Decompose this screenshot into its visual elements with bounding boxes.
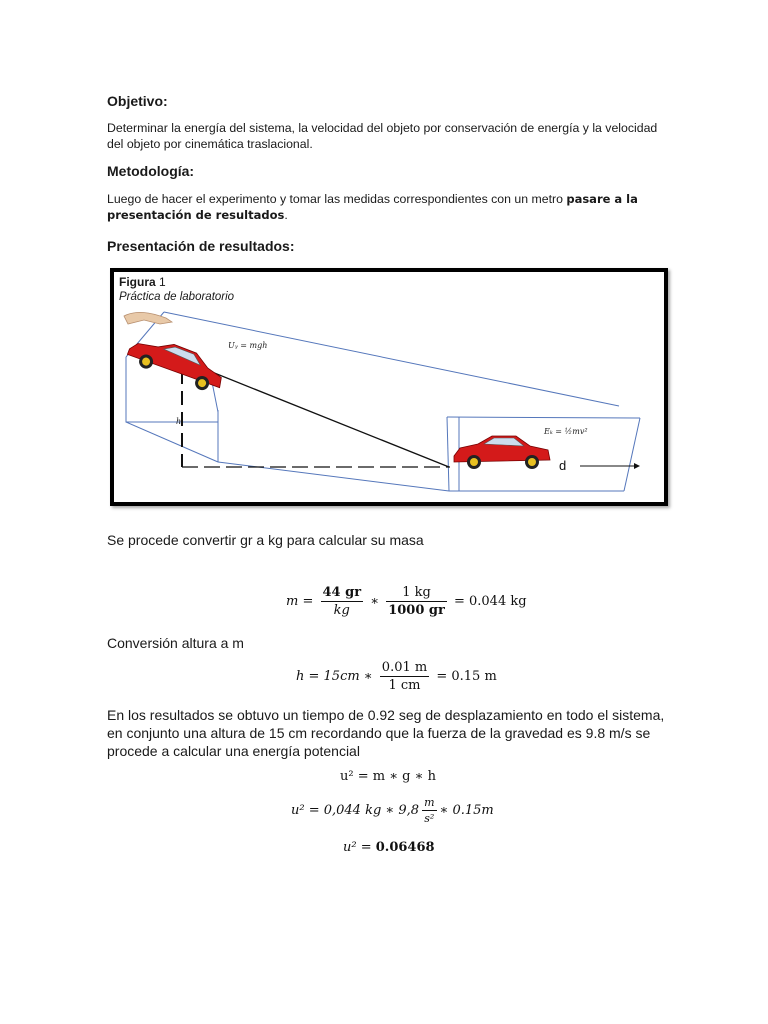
metodologia-text-bold: pasare a la presentación de resultados [107, 192, 638, 222]
objetivo-text: Determinar la energía del sistema, la velocidad del objeto por conservación de energía y la velocidad del objeto por cinemática traslacional. [107, 121, 658, 151]
metodologia-text-suffix: . [284, 208, 288, 222]
height-f-den: 1 cm [388, 678, 421, 693]
figure-label-number: 1 [155, 275, 166, 289]
metodologia-heading: Metodología: [107, 163, 195, 179]
height-equation [296, 660, 497, 693]
mass-f1-den: kg [333, 603, 350, 618]
metodologia-text [107, 191, 667, 223]
presentacion-heading: Presentación de resultados: [107, 238, 295, 254]
eq2-prefix: u² = 0,044 kg ∗ 9,8 [291, 803, 420, 818]
mass-f2-num: 1 kg [386, 585, 447, 602]
figure-caption: Práctica de laboratorio [119, 291, 235, 303]
eq3-lhs: u² = [343, 840, 376, 855]
mass-fraction-2 [386, 585, 447, 618]
height-intro: Conversión altura a m [107, 635, 244, 651]
eq2-num: m [424, 796, 435, 809]
hand-illustration [124, 312, 172, 324]
objetivo-heading: Objetivo: [107, 93, 168, 109]
car-bottom-illustration [454, 436, 550, 469]
metodologia-text-prefix: Luego de hacer el experimento y tomar las medidas correspondientes con un metro [107, 192, 567, 206]
mass-f1-num: 44 gr [322, 585, 362, 600]
figure-label-bold: Figura [119, 275, 156, 289]
height-f-num: 0.01 m [381, 660, 428, 675]
height-result: = 0.15 m [436, 669, 497, 684]
mass-fraction-1 [321, 585, 364, 618]
mass-times: ∗ [370, 594, 380, 609]
height-fraction [380, 660, 429, 693]
mass-result: = 0.044 kg [453, 594, 527, 609]
results-paragraph: En los resultados se obtuvo un tiempo de 0.92 seg de desplazamiento en todo el sistema, en conjunto una altura de 15 cm recordando que la fuerza de la gravedad es 9.8 m/s se procede a calcular una energía potencial [107, 707, 665, 759]
kinetic-energy-label: Eₖ = ½mv² [544, 427, 588, 436]
energy-equation-1: u² = m ∗ g ∗ h [340, 769, 436, 784]
figure-box [110, 268, 668, 506]
eq3-value: 0.06468 [375, 840, 435, 855]
eq2-suffix: ∗ 0.15m [439, 803, 494, 818]
energy-equation-2 [291, 796, 494, 825]
mass-f2-den: 1000 gr [388, 603, 445, 618]
mass-intro: Se procede convertir gr a kg para calcular su masa [107, 532, 424, 548]
mass-lhs: m = [286, 594, 314, 609]
energy-equation-3 [343, 840, 435, 855]
height-label: h [176, 417, 182, 426]
distance-label: d [559, 458, 567, 473]
eq2-den: s² [424, 812, 435, 825]
figure-diagram [114, 272, 664, 502]
height-lhs: h = 15cm ∗ [296, 669, 373, 684]
eq2-fraction [422, 796, 436, 825]
mass-equation [286, 585, 527, 618]
potential-energy-label: Uᵧ = mgh [228, 341, 268, 350]
